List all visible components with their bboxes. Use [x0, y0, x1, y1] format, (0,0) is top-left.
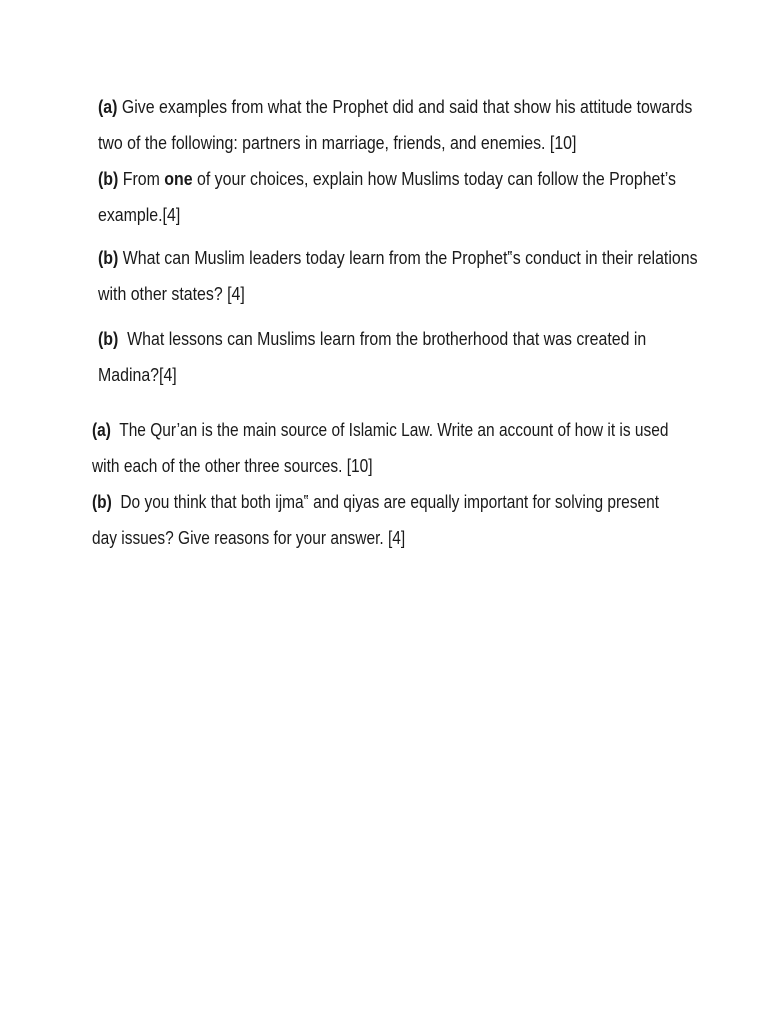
question-line	[92, 484, 668, 520]
question-text: Madina?[4]	[98, 364, 177, 385]
question-line	[98, 89, 692, 125]
emphasized-word: one	[164, 168, 193, 189]
question-text: The Qur’an is the main source of Islamic Law. Write an account of how it is used	[110, 420, 669, 440]
question-text: Give examples from what the Prophet did and said that show his attitude towards	[117, 96, 693, 117]
question-text: What lessons can Muslims learn from the brotherhood that was created in	[118, 328, 647, 349]
part-label: (b)	[98, 247, 119, 268]
question-text: Do you think that both ijma‟ and qiyas are equally important for solving present	[111, 492, 660, 512]
question-line	[92, 412, 668, 448]
question-text: with each of the other three sources. [10]	[92, 456, 373, 476]
part-label: (a)	[98, 96, 118, 117]
question-text: From	[118, 168, 165, 189]
question-line	[92, 448, 668, 484]
question-block-3	[98, 321, 646, 393]
question-line	[98, 161, 692, 197]
part-label: (b)	[98, 328, 119, 349]
question-line	[92, 520, 668, 556]
question-line	[98, 321, 646, 357]
question-line	[98, 276, 698, 312]
question-line	[98, 357, 646, 393]
part-label: (b)	[92, 492, 112, 512]
question-text: with other states? [4]	[98, 283, 245, 304]
question-block-1	[98, 89, 692, 233]
question-block-2	[98, 240, 698, 312]
part-label: (a)	[92, 420, 111, 440]
part-label: (b)	[98, 168, 119, 189]
question-text: example.[4]	[98, 204, 181, 225]
question-line	[98, 197, 692, 233]
question-block-4	[92, 412, 668, 556]
question-text: What can Muslim leaders today learn from the Prophet‟s conduct in their relations	[118, 247, 698, 268]
question-text: day issues? Give reasons for your answer. [4]	[92, 528, 406, 548]
question-line	[98, 240, 698, 276]
question-text: two of the following: partners in marriage, friends, and enemies. [10]	[98, 132, 577, 153]
question-line	[98, 125, 692, 161]
question-text: of your choices, explain how Muslims today can follow the Prophet’s	[192, 168, 677, 189]
